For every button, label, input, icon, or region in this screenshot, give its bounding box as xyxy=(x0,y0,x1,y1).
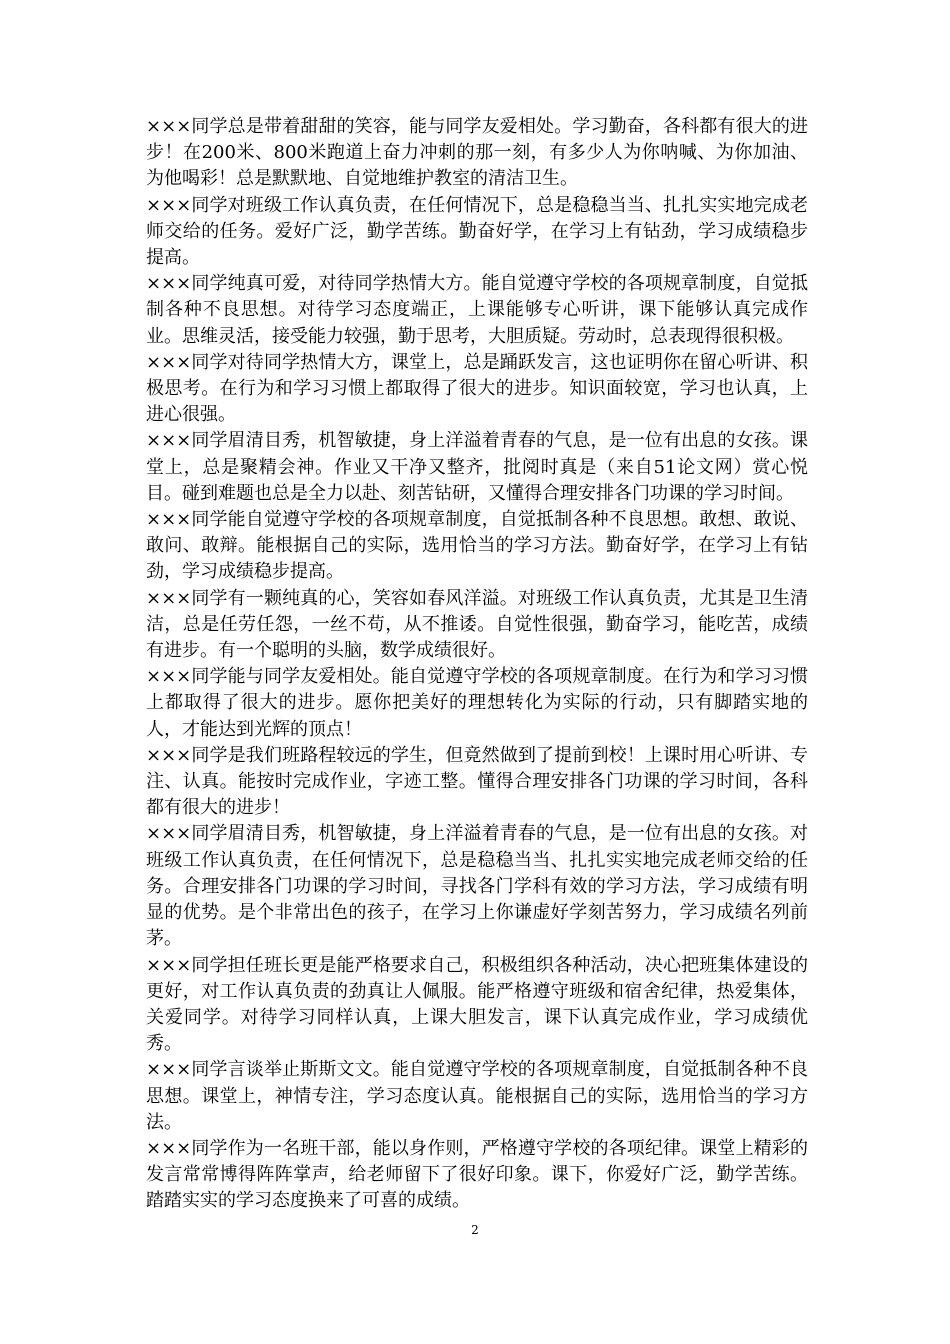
comment-paragraph: ×××同学言谈举止斯斯文文。能自觉遵守学校的各项规章制度，自觉抵制各种不良思想。课堂上，神情专注，学习态度认真。能根据自己的实际，选用恰当的学习方法。 xyxy=(146,1059,808,1133)
comment-paragraph: ×××同学总是带着甜甜的笑容，能与同学友爱相处。学习勤奋，各科都有很大的进步！在200米、800米跑道上奋力冲刺的那一刻，有多少人为你呐喊、为你加油、为他喝彩！总是默默地、自觉地维护教室的清洁卫生。 xyxy=(146,116,808,190)
comment-paragraph: ×××同学对待同学热情大方，课堂上，总是踊跃发言，这也证明你在留心听讲、积极思考。在行为和学习习惯上都取得了很大的进步。知识面较宽，学习也认真，上进心很强。 xyxy=(146,351,808,426)
comment-paragraph: ×××同学对班级工作认真负责，在任何情况下，总是稳稳当当、扎扎实实地完成老师交给的任务。爱好广泛，勤学苦练。勤奋好学，在学习上有钻劲，学习成绩稳步提高。 xyxy=(146,194,808,269)
comment-paragraph: ×××同学眉清目秀，机智敏捷，身上洋溢着青春的气息，是一位有出息的女孩。课堂上，总是聚精会神。作业又干净又整齐，批阅时真是（来自51论文网）赏心悦目。碰到难题也总是全力以赴、刻苦钻研，又懂得合理安排各门功课的学习时间。 xyxy=(146,430,808,504)
comment-paragraph: ×××同学是我们班路程较远的学生，但竟然做到了提前到校！上课时用心听讲、专注、认真。能按时完成作业，字迹工整。懂得合理安排各门功课的学习时间，各科都有很大的进步！ xyxy=(146,744,808,819)
comment-paragraph: ×××同学纯真可爱，对待同学热情大方。能自觉遵守学校的各项规章制度，自觉抵制各种不良思想。对待学习态度端正，上课能够专心听讲，课下能够认真完成作业。思维灵活，接受能力较强，勤于思考，大胆质疑。劳动时，总表现得很积极。 xyxy=(146,273,808,347)
comment-paragraph: ×××同学有一颗纯真的心，笑容如春风洋溢。对班级工作认真负责，尤其是卫生清洁，总是任劳任怨，一丝不苟，从不推诿。自觉性很强，勤奋学习，能吃苦，成绩有进步。有一个聪明的头脑，数学成绩很好。 xyxy=(146,587,808,662)
document-body xyxy=(146,114,808,1215)
comment-paragraph: ×××同学能与同学友爱相处。能自觉遵守学校的各项规章制度。在行为和学习习惯上都取得了很大的进步。愿你把美好的理想转化为实际的行动，只有脚踏实地的人，才能达到光辉的顶点！ xyxy=(146,666,808,740)
comment-paragraph: ×××同学担任班长更是能严格要求自己，积极组织各种活动，决心把班集体建设的更好，对工作认真负责的劲真让人佩服。能严格遵守班级和宿舍纪律，热爱集体，关爱同学。对待学习同样认真，上课大胆发言，课下认真完成作业，学习成绩优秀。 xyxy=(146,954,808,1055)
page-number: 2 xyxy=(471,1223,479,1237)
comment-paragraph: ×××同学作为一名班干部，能以身作则，严格遵守学校的各项纪律。课堂上精彩的发言常常博得阵阵掌声，给老师留下了很好印象。课下，你爱好广泛，勤学苦练。踏踏实实的学习态度换来了可喜的成绩。 xyxy=(146,1137,808,1212)
comment-paragraph: ×××同学能自觉遵守学校的各项规章制度，自觉抵制各种不良思想。敢想、敢说、敢问、敢辩。能根据自己的实际，选用恰当的学习方法。勤奋好学，在学习上有钻劲，学习成绩稳步提高。 xyxy=(146,509,808,583)
comment-paragraph: ×××同学眉清目秀，机智敏捷，身上洋溢着青春的气息，是一位有出息的女孩。对班级工作认真负责，在任何情况下，总是稳稳当当、扎扎实实地完成老师交给的任务。合理安排各门功课的学习时间，寻找各门学科有效的学习方法，学习成绩有明显的优势。是个非常出色的孩子，在学习上你谦虚好学刻苦努力，学习成绩名列前茅。 xyxy=(146,823,808,950)
